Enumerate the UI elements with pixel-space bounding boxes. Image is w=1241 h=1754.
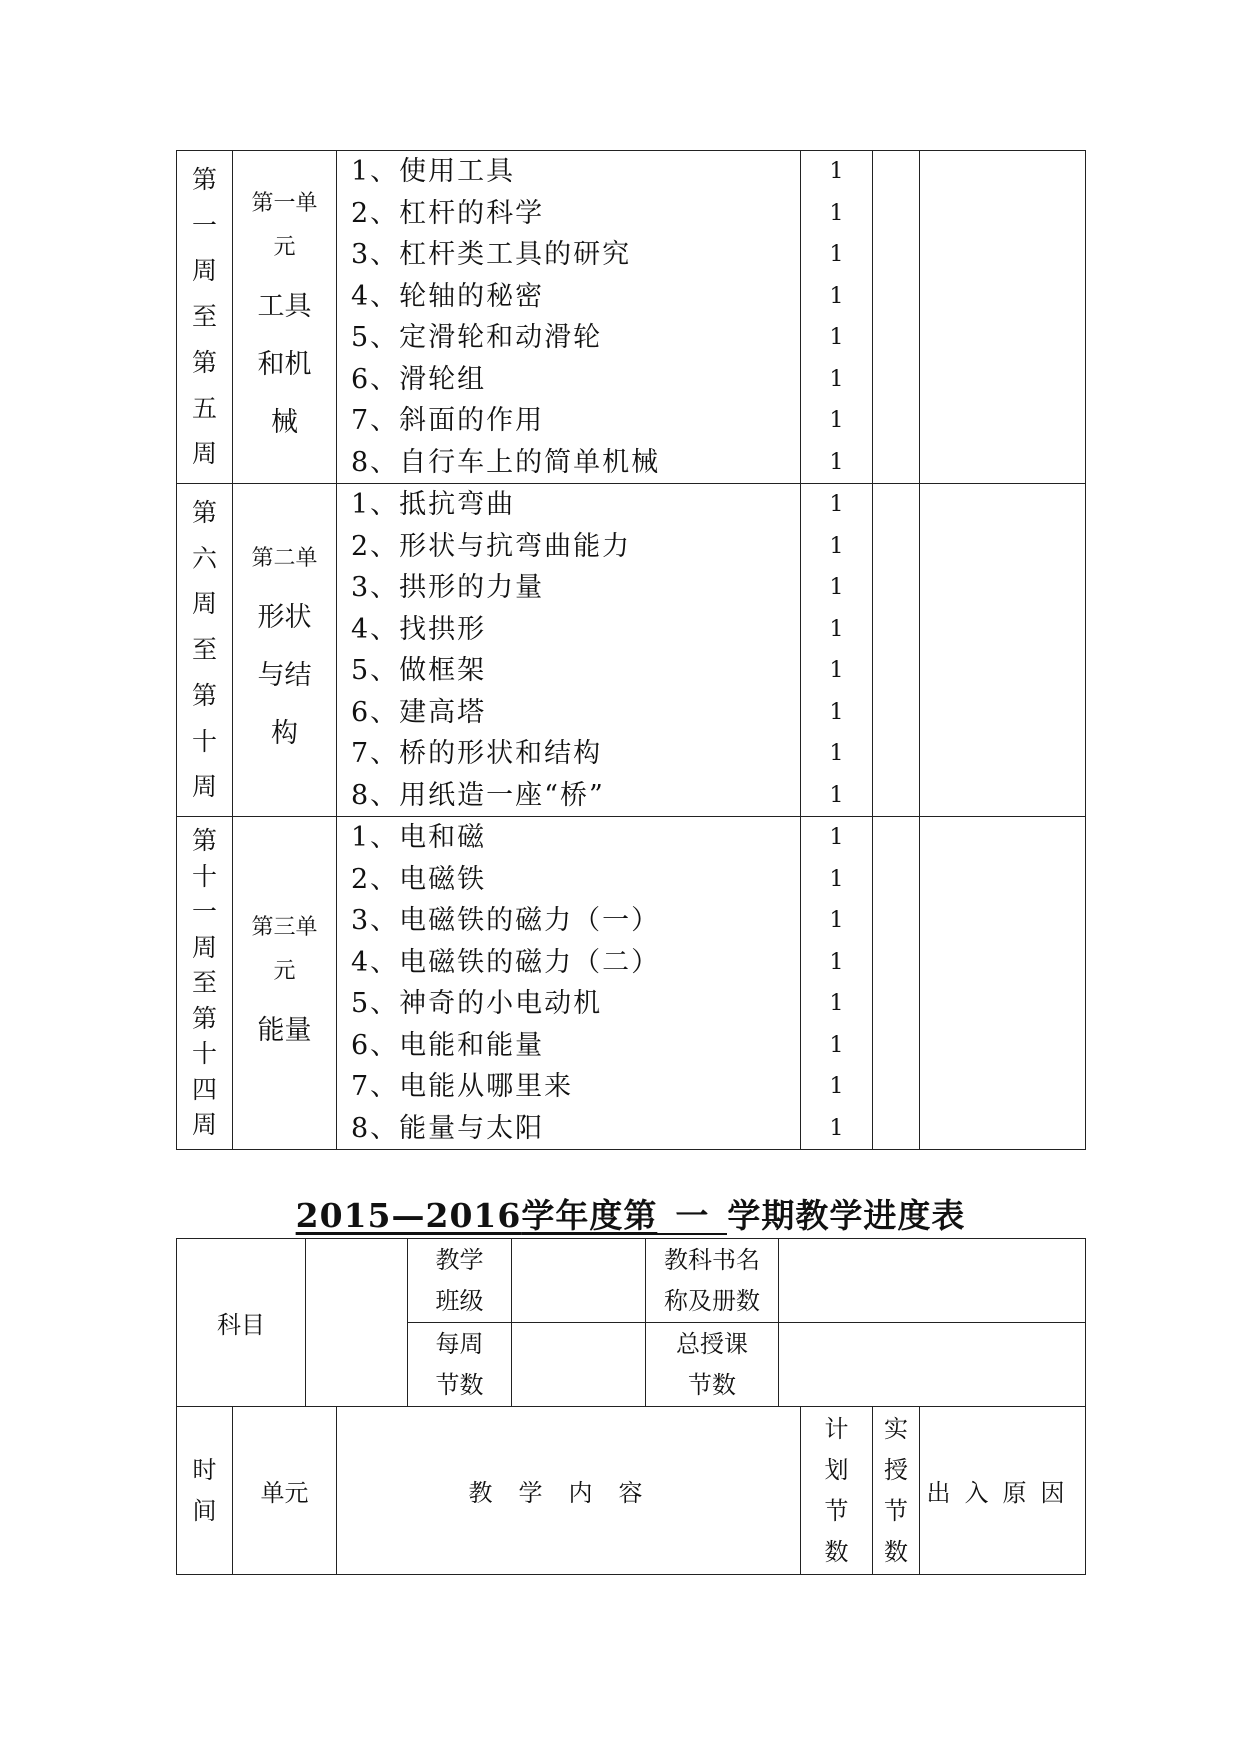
lesson-item: 1、抵抗弯曲 <box>351 489 516 520</box>
unit-name: 构 <box>271 718 298 749</box>
planned-count: 1 <box>829 866 844 892</box>
lesson-item: 1、电和磁 <box>351 822 487 853</box>
weeks-cell <box>177 817 233 1150</box>
planned-count: 1 <box>829 533 844 559</box>
unit-row <box>177 817 1086 1150</box>
schedule-table <box>176 150 1086 1150</box>
lesson-item: 2、形状与抗弯曲能力 <box>351 530 632 562</box>
progress-header-table <box>176 1406 1086 1575</box>
lesson-item: 4、找拱形 <box>351 613 487 645</box>
unit-cell <box>233 484 337 817</box>
actual-header-char: 节 <box>884 1496 908 1525</box>
planned-count: 1 <box>829 1074 844 1099</box>
header-planned <box>801 1407 873 1575</box>
planned-count: 1 <box>829 492 844 517</box>
actual-header-char: 授 <box>884 1455 908 1484</box>
class-value[interactable] <box>512 1239 646 1323</box>
planned-count: 1 <box>829 949 844 975</box>
unit-cell <box>233 151 337 484</box>
lesson-item: 4、轮轴的秘密 <box>351 280 545 312</box>
weekly-label: 每周 节数 <box>408 1323 512 1407</box>
week-char: 第 <box>191 826 217 856</box>
unit-number: 第三单 <box>251 915 318 940</box>
unit-cell <box>233 817 337 1150</box>
progress-form-table <box>176 1238 1086 1407</box>
lessons-cell <box>337 817 801 1150</box>
subject-value[interactable] <box>306 1239 408 1407</box>
unit-number: 第二单 <box>251 546 318 571</box>
unit-row <box>177 484 1086 817</box>
title-year: 2015—2016 <box>295 1196 522 1235</box>
planned-cell <box>801 817 873 1150</box>
week-char: 四 <box>191 1074 217 1104</box>
lessons-cell <box>337 151 801 484</box>
actual-header-char: 数 <box>884 1537 908 1566</box>
planned-count: 1 <box>829 1032 844 1058</box>
textbook-label: 教科书名 称及册数 <box>646 1239 779 1323</box>
lesson-item: 8、能量与太阳 <box>351 1112 545 1144</box>
week-char: 周 <box>191 1110 217 1140</box>
week-char: 一 <box>191 897 217 927</box>
planned-count: 1 <box>829 991 844 1016</box>
week-char: 至 <box>191 635 217 665</box>
lesson-item: 5、神奇的小电动机 <box>351 988 603 1019</box>
reason-cell[interactable] <box>920 151 1086 484</box>
week-char: 至 <box>191 968 217 998</box>
unit-number: 元 <box>273 959 296 984</box>
lesson-item: 4、电磁铁的磁力（二） <box>351 946 661 978</box>
lessons-cell <box>337 484 801 817</box>
class-label: 教学 班级 <box>408 1239 512 1323</box>
planned-header-char: 节 <box>824 1496 849 1525</box>
planned-count: 1 <box>829 741 844 766</box>
lesson-item: 6、建高塔 <box>351 696 487 728</box>
lesson-item: 2、杠杆的科学 <box>351 197 545 229</box>
planned-count: 1 <box>829 366 844 392</box>
header-reason <box>920 1407 1086 1575</box>
total-value[interactable] <box>779 1323 1086 1407</box>
reason-cell[interactable] <box>920 484 1086 817</box>
week-char: 第 <box>191 165 217 195</box>
unit-name: 能量 <box>257 1015 312 1046</box>
week-char: 至 <box>191 302 217 332</box>
lesson-item: 7、电能从哪里来 <box>351 1071 574 1102</box>
week-char: 周 <box>191 772 217 802</box>
header-actual <box>873 1407 920 1575</box>
week-char: 十 <box>191 1039 217 1069</box>
week-char: 周 <box>191 589 217 619</box>
lesson-item: 5、定滑轮和动滑轮 <box>351 322 603 353</box>
title-middle: 学年度第 <box>521 1196 658 1235</box>
lesson-item: 6、电能和能量 <box>351 1029 545 1061</box>
week-char: 十 <box>191 861 217 891</box>
actual-header-char: 实 <box>884 1414 908 1443</box>
lesson-item: 7、桥的形状和结构 <box>351 738 603 769</box>
lesson-item: 7、斜面的作用 <box>351 405 545 436</box>
planned-count: 1 <box>829 658 844 683</box>
textbook-value[interactable] <box>779 1239 1086 1323</box>
title-semester: 一 <box>657 1199 727 1235</box>
week-char: 十 <box>191 726 217 756</box>
planned-count: 1 <box>829 408 844 433</box>
reason-cell[interactable] <box>920 817 1086 1150</box>
page-title <box>176 1190 1085 1237</box>
actual-cell[interactable] <box>873 484 920 817</box>
lesson-item: 8、用纸造一座“桥” <box>351 779 605 811</box>
lesson-item: 6、滑轮组 <box>351 363 487 395</box>
unit-row <box>177 151 1086 484</box>
planned-count: 1 <box>829 242 844 267</box>
lesson-item: 3、杠杆类工具的研究 <box>351 239 632 270</box>
lesson-item: 1、使用工具 <box>351 156 516 187</box>
unit-name: 和机 <box>257 349 312 380</box>
planned-count: 1 <box>829 1115 844 1141</box>
week-char: 六 <box>191 543 217 573</box>
planned-count: 1 <box>829 825 844 850</box>
actual-cell[interactable] <box>873 151 920 484</box>
planned-count: 1 <box>829 283 844 309</box>
planned-count: 1 <box>829 908 844 933</box>
planned-count: 1 <box>829 616 844 642</box>
week-char: 第 <box>191 347 217 377</box>
total-label: 总授课 节数 <box>646 1323 779 1407</box>
planned-count: 1 <box>829 159 844 184</box>
lesson-item: 5、做框架 <box>351 655 487 686</box>
weeks-cell <box>177 484 233 817</box>
unit-name: 工具 <box>257 291 312 322</box>
week-char: 周 <box>191 932 217 962</box>
week-char: 一 <box>191 210 217 240</box>
unit-name: 械 <box>271 407 298 438</box>
title-suffix: 学期教学进度表 <box>727 1196 966 1235</box>
lesson-item: 3、拱形的力量 <box>351 572 545 603</box>
planned-header-char: 计 <box>824 1414 849 1443</box>
week-char: 周 <box>191 439 217 469</box>
unit-name: 形状 <box>257 602 312 633</box>
weekly-value[interactable] <box>512 1323 646 1407</box>
header-unit: 单元 <box>233 1407 337 1575</box>
unit-number: 元 <box>273 235 296 260</box>
week-char: 第 <box>191 498 217 528</box>
unit-number: 第一单 <box>251 191 318 216</box>
planned-header-char: 数 <box>824 1537 849 1566</box>
planned-count: 1 <box>829 699 844 725</box>
lesson-item: 3、电磁铁的磁力（一） <box>351 905 661 936</box>
schedule-body <box>177 151 1086 1150</box>
planned-count: 1 <box>829 449 844 475</box>
reason-header-text: 出入原因 <box>926 1479 1079 1507</box>
planned-header-char: 划 <box>824 1455 849 1484</box>
week-char: 第 <box>191 680 217 710</box>
planned-count: 1 <box>829 325 844 350</box>
planned-count: 1 <box>829 575 844 600</box>
actual-cell[interactable] <box>873 817 920 1150</box>
weeks-cell <box>177 151 233 484</box>
lesson-item: 8、自行车上的简单机械 <box>351 446 661 478</box>
lesson-item: 2、电磁铁 <box>351 863 487 895</box>
subject-label: 科目 <box>177 1239 306 1407</box>
header-time: 时 间 <box>177 1407 233 1575</box>
planned-cell <box>801 484 873 817</box>
week-char: 周 <box>191 256 217 286</box>
unit-name: 与结 <box>257 660 312 691</box>
planned-count: 1 <box>829 782 844 808</box>
week-char: 五 <box>191 393 217 423</box>
week-char: 第 <box>191 1003 217 1033</box>
header-content: 教学内容 <box>337 1407 801 1575</box>
planned-count: 1 <box>829 200 844 226</box>
planned-cell <box>801 151 873 484</box>
